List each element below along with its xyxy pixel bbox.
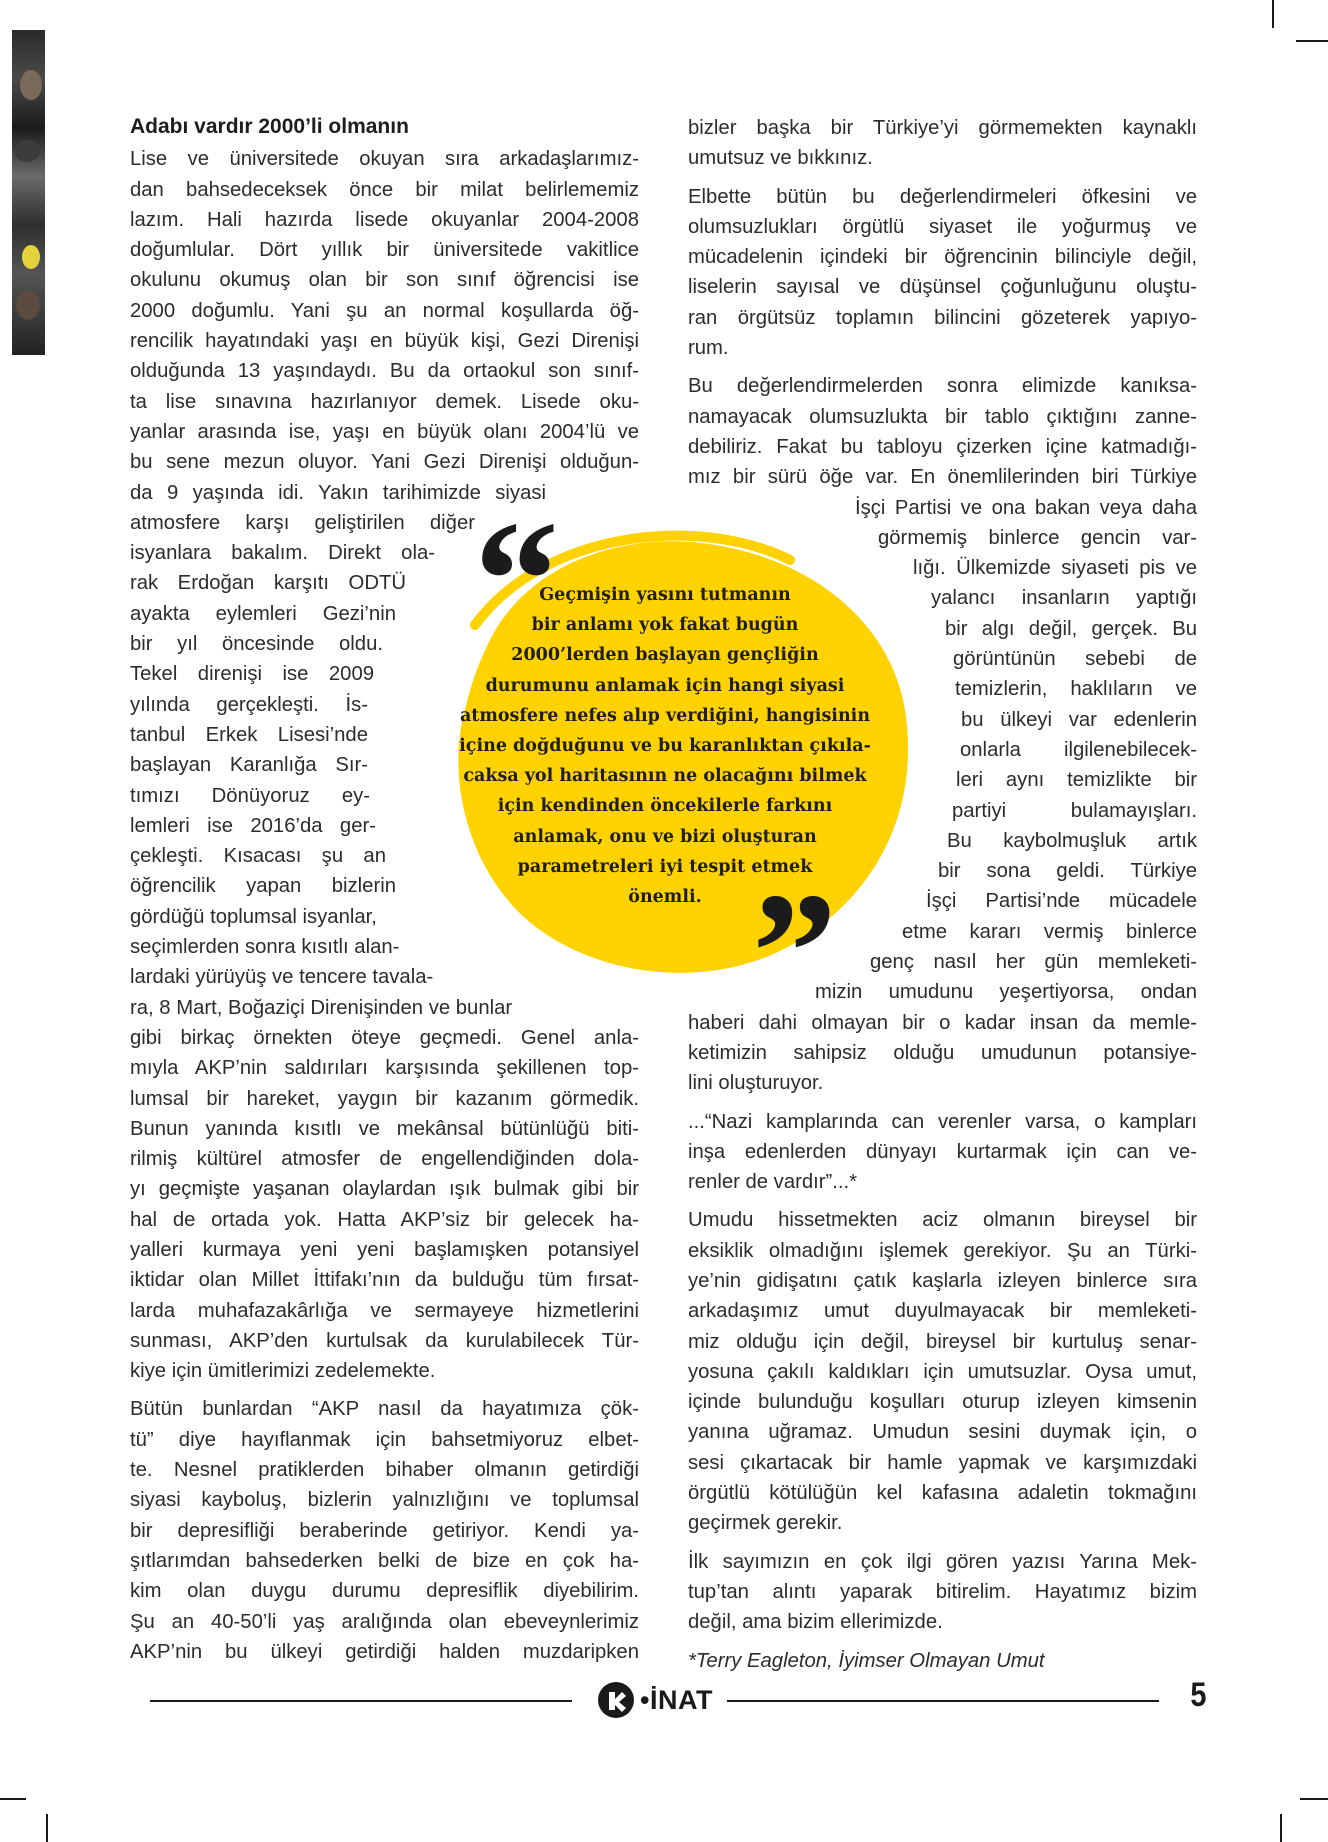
right-paragraph-2: Elbette bütün bu değerlendirmeleri öfkesini ve olumsuzlukları örgütlü siyaset ile yoğurmuş ve mücadelenin içindeki bir öğrencinin bilinciyle değil, liselerin sayısal ve düşünsel çoğunluğunu oluştu- ran örgütsüz toplamın bilincini gözeterek yapıyo- rum. bbox=[688, 185, 1197, 360]
right-paragraph-5: Umudu hissetmekten aciz olmanın bireysel bir eksiklik olmadığını işlemek gerekiyor. Şu an Türki- ye’nin gidişatını çatık kaşlarla izleyen binlerce sıra arkadaşımız umut duyulmayacak bir memleketi- miz olduğu için değil, bireysel bir kurtuluş senar- yosuna çakılı kaldıkları için umutsuzlar. Oysa umut, içinde bulunduğu koşulları oturup izleyen kimsenin yanına uğramaz. Umudun sesini duymak için, o sesi çıkartacak bir hamle yapmak ve karşımızdaki örgütlü kötülüğün kel kafasına adaletin tokmağını geçirmek gerekir. bbox=[688, 1209, 1197, 1535]
footer-rule-left bbox=[150, 1700, 572, 1702]
photo-strip bbox=[12, 30, 45, 355]
right-paragraph-6: İlk sayımızın en çok ilgi gören yazısı Yarına Mek- tup’tan alıntı yaparak bitirelim. Hayatımız bizim değil, ama bizim ellerimizde. bbox=[688, 1550, 1197, 1634]
right-column bbox=[688, 113, 1197, 1684]
footer-rule-right bbox=[727, 1700, 1159, 1702]
left-paragraph-1: Lise ve üniversitede okuyan sıra arkadaşlarımız- dan bahsedeceksek önce bir milat belirlememiz lazım. Hali hazırda lisede okuyanlar 2004-2008 doğumlular. Dört yıllık bir üniversitede vakitlice okulunu okumuş olan bir son sınıf öğrencisi ise 2000 doğumlu. Yani şu an normal koşullarda öğ- rencilik hayatındaki yaşı en büyük kişi, Gezi Direnişi olduğunda 13 yaşındaydı. Bu da ortaokul son sınıf- ta lise sınavına hazırlanıyor demek. Lisede oku- yanlar arasında ise, yaşı en büyük olanı 2004’lü ve bu sene mezun oluyor. Yani Gezi Direnişi olduğun- da 9 yaşında idi. Yakın tarihimizde siyasi atmosfere karşı geliştirilen diğer isyanlara bakalım. Direkt ola- rak Erdoğan karşıtı ODTÜ ayakta eylemleri Gezi’nin bir yıl öncesinde oldu. Tekel direnişi ise 2009 yılında gerçekleşti. İs- tanbul Erkek Lisesi’nde başlayan Karanlığa Sır- tımızı Dönüyoruz ey- lemleri ise 2016’da ger- çekleşti. Kısacası şu an öğrencilik yapan bizlerin gördüğü toplumsal isyanlar, seçimlerden sonra kısıtlı alan- lardaki yürüyüş ve tencere tavala- ra, 8 Mart, Boğaziçi Direnişinden ve bunlar gibi birkaç örnekten öteye geçmedi. Genel anla- mıyla AKP’nin saldırıları karşısında şekillenen top- lumsal bir hareket, yaygın bir kazanım görmedik. Bunun yanında kısıtlı ve mekânsal bütünlüğü biti- rilmiş kültürel atmosfer de engellendiğinden dola- yı geçmişte yaşanan olaylardan ışık bulmak gibi bir hal de ortada yok. Hatta AKP’siz bir gelecek ha- yalleri kurmaya yeni yeni başlamışken potansiyel iktidar olan Millet İttifakı’nın da bulduğu tüm fırsat- larda muhafazakârlığa ve sermayeye hizmetlerini sunması, AKP’den kurtulsak da kurulabilecek Tür- kiye için ümitlerimizi zedelemekte. bbox=[130, 148, 639, 1383]
right-paragraph-4: ...“Nazi kamplarında can verenler varsa, o kampları inşa edenlerden dünyayı kurtarmak için can ve- renler de vardır”...* bbox=[688, 1110, 1197, 1194]
close-quote-mark: ” bbox=[752, 858, 837, 1046]
open-quote-mark: “ bbox=[474, 486, 559, 674]
pull-quote-text: Geçmişin yasını tutmanın bir anlamı yok fakat bugün 2000’lerden başlayan gençliğin durumunu anlamak için hangi siyasi atmosfere nefes alıp verdiğini, hangisinin içine doğduğunu ve bu karanlıktan çıkıla- caksa yol haritasının ne olacağını bilmek için kendinden öncekilerle farkını anlamak, onu ve bizi oluşturan parametreleri iyi tespit etmek önemli. bbox=[459, 585, 871, 908]
crop-mark bbox=[1280, 1814, 1282, 1842]
right-paragraph-3: Bu değerlendirmelerden sonra elimizde kanıksa- namayacak olumsuzlukta bir tablo çıktığını zanne- debiliriz. Fakat bu tabloyu çizerken içine katmadığı- mız bir sürü öğe var. En önemlilerinden biri Türkiye İşçi Partisi ve ona bakan veya daha görmemiş binlerce gencin var- lığı. Ülkemizde siyaseti pis ve yalancı insanların yaptığı bir algı değil, gerçek. Bu görüntünün sebebi de temizlerin, haklıların ve bu ülkeyi var edenlerin onlarla ilgilenebilecek- leri aynı temizlikte bir partiyi bulamayışları. Bu kaybolmuşluk artık bir sona geldi. Türkiye İşçi Partisi’nde mücadele etme kararı vermiş binlerce genç nasıl her gün memleketi- mizin umudunu yeşertiyorsa, ondan haberi dahi olmayan bir o kadar insan da memle- ketimizin sahipsiz olduğu umudunun potansiye- lini oluşturuyor. bbox=[688, 375, 1197, 1095]
inat-logo bbox=[598, 1680, 713, 1720]
fist-icon bbox=[598, 1682, 634, 1718]
section-heading: Adabı vardır 2000’li olmanın bbox=[130, 115, 409, 138]
crop-mark bbox=[0, 1798, 26, 1800]
left-paragraph-2: Bütün bunlardan “AKP nasıl da hayatımıza çök- tü” diye hayıflanmak için bahsetmiyoruz elbet- te. Nesnel pratiklerden bihaber olmanın getirdiği siyasi kayboluş, bizlerin yalnızlığını ve toplumsal bir depresifliği beraberinde getiriyor. Kendi ya- şıtlarımdan bahsederken belki de bize en çok ha- kim olan duygu durumu depresiflik diyebilirim. Şu an 40-50’li yaş aralığında olan ebeveynlerimiz AKP’nin bu ülkeyi getirdiği halden muzdaripken bbox=[130, 1398, 639, 1663]
page-number: 5 bbox=[1190, 1676, 1207, 1714]
crop-mark bbox=[1272, 0, 1274, 28]
right-paragraph-1: bizler başka bir Türkiye’yi görmemekten kaynaklı umutsuz ve bıkkınız. bbox=[688, 117, 1197, 170]
crop-mark bbox=[46, 1814, 48, 1842]
logo-text: •İNAT bbox=[640, 1684, 713, 1715]
footnote: *Terry Eagleton, İyimser Olmayan Umut bbox=[688, 1649, 1045, 1672]
crop-mark bbox=[1300, 1798, 1328, 1800]
crop-mark bbox=[1296, 40, 1328, 42]
